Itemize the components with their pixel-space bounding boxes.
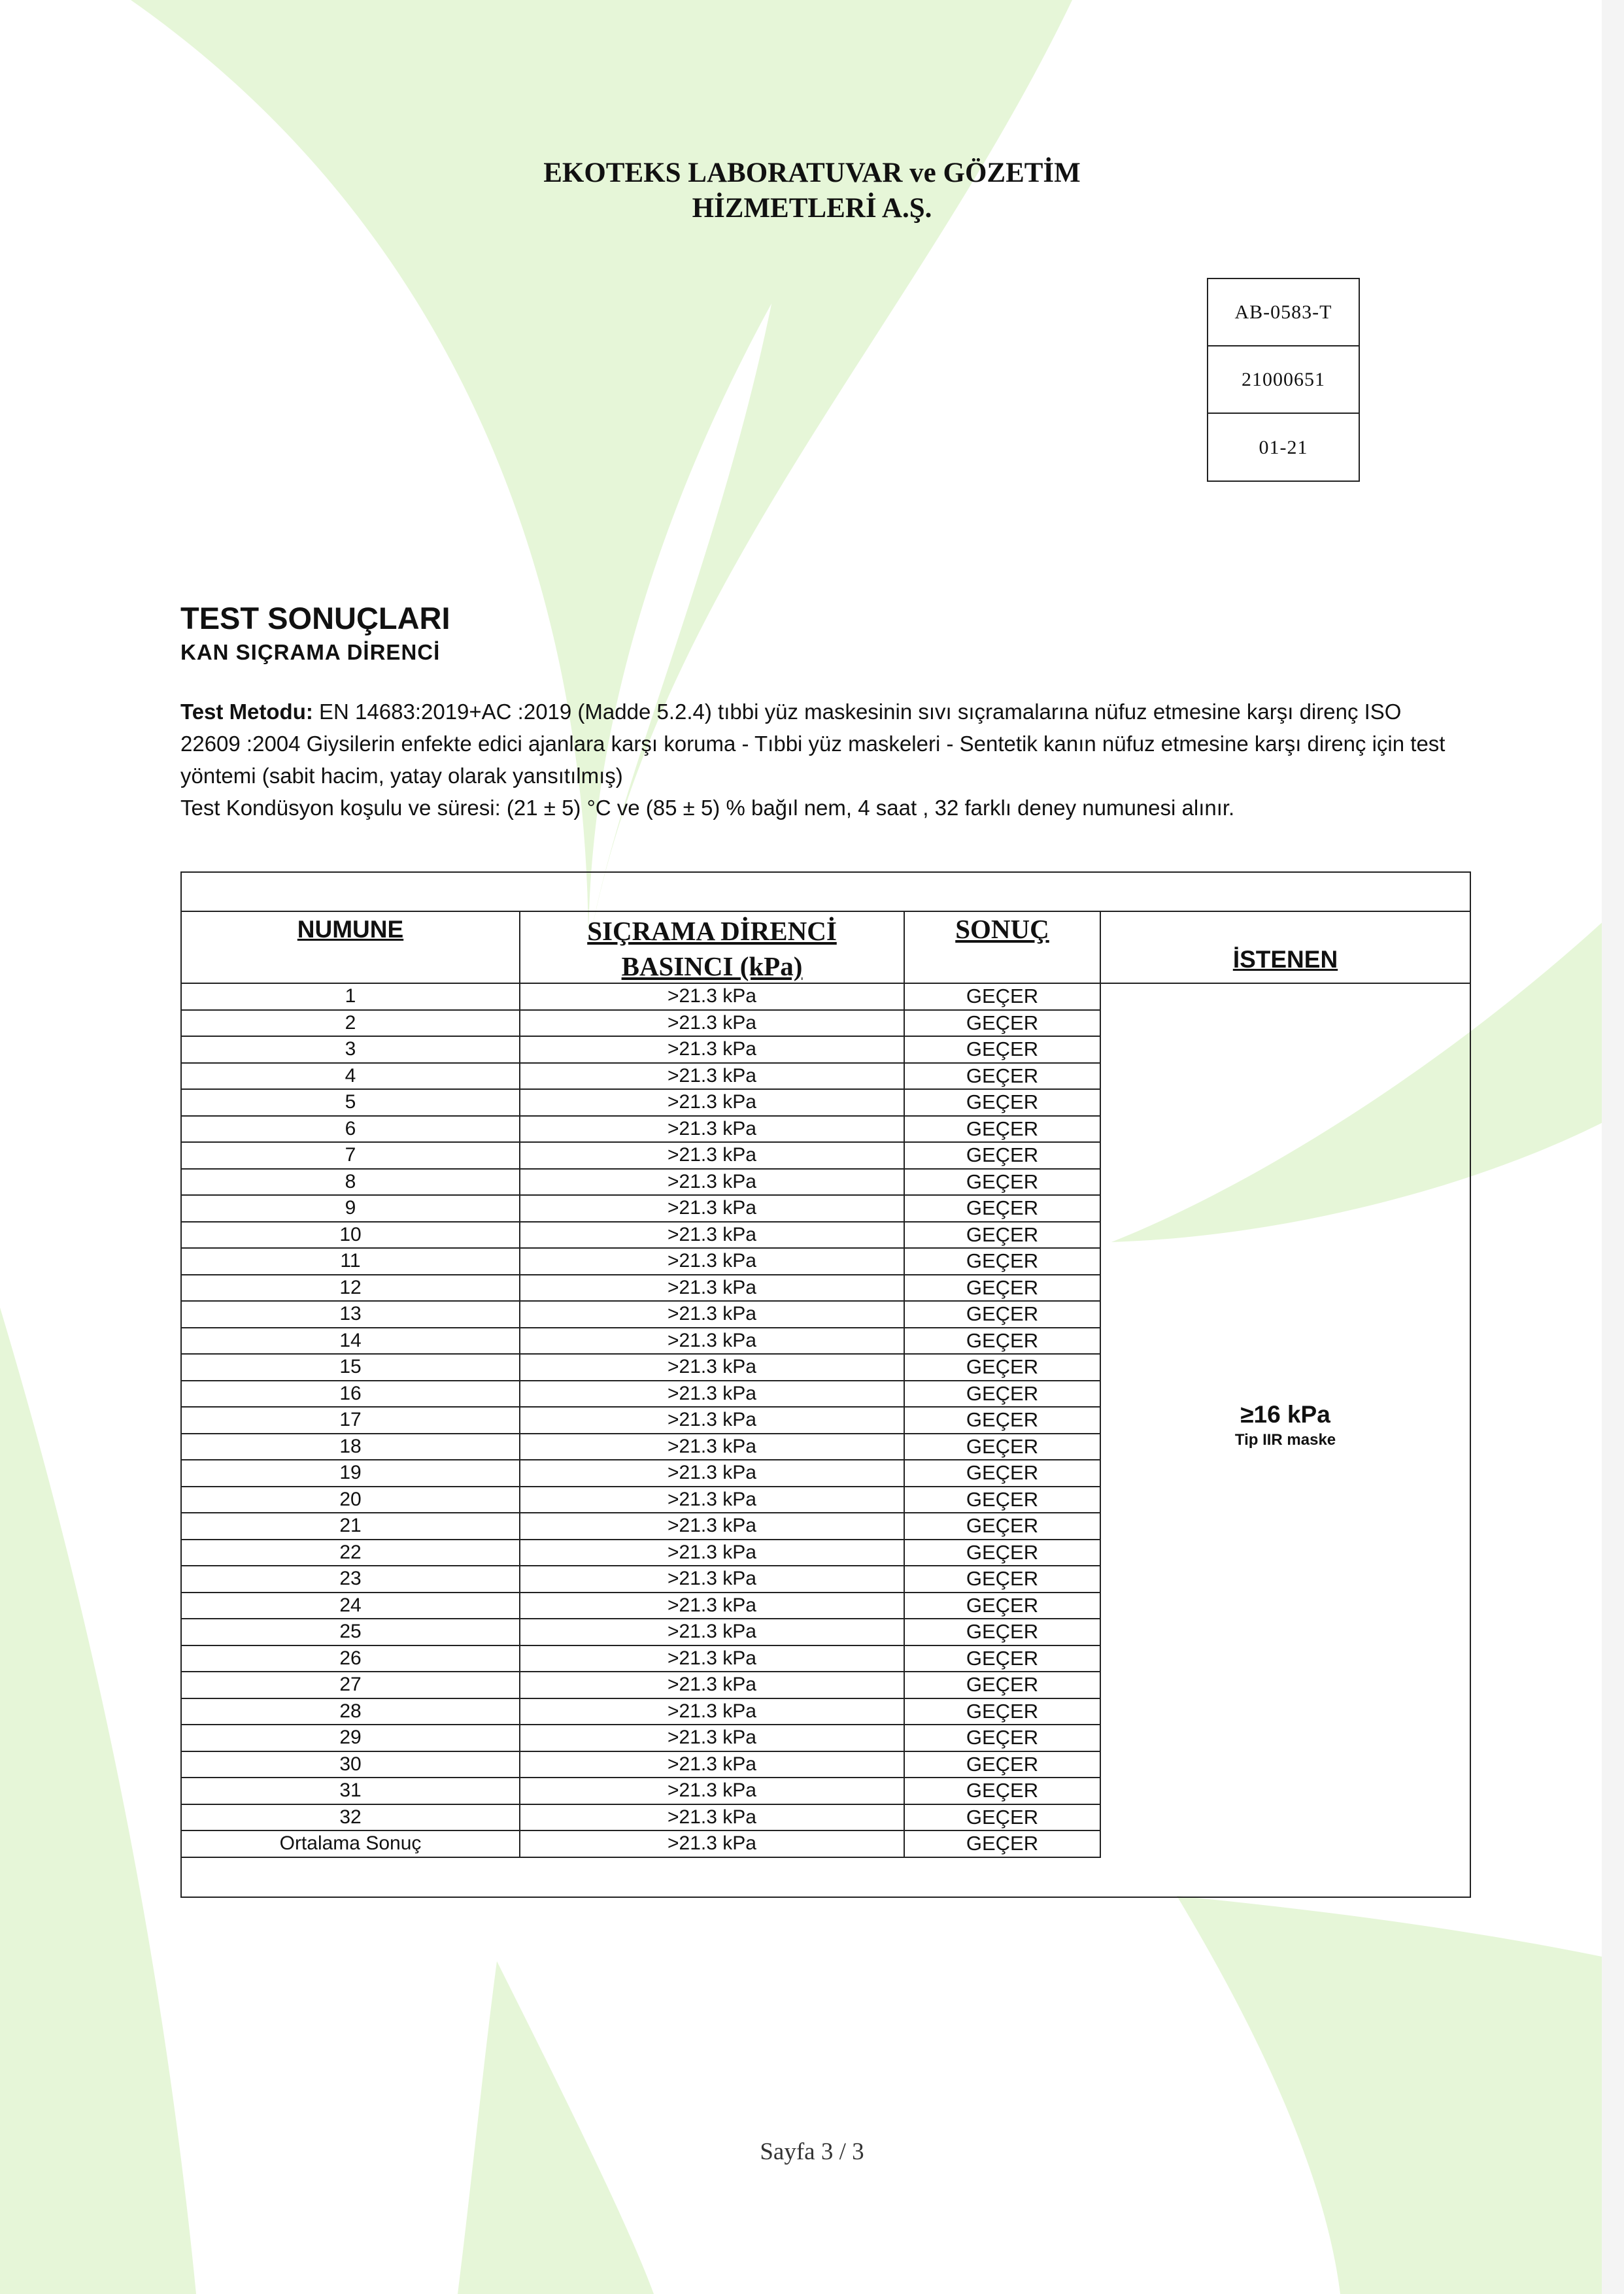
sample-cell: 25 [182, 1619, 520, 1645]
result-cell: GEÇER [905, 1064, 1101, 1089]
pressure-cell: >21.3 kPa [520, 1513, 905, 1539]
pressure-cell: >21.3 kPa [520, 1196, 905, 1221]
sample-cell: 6 [182, 1117, 520, 1142]
section-subtitle: KAN SIÇRAMA DİRENCİ [180, 640, 441, 664]
conditioning-text: Test Kondüsyon koşulu ve süresi: (21 ± 5) °C ve (85 ± 5) % bağıl nem, 4 saat , 32 farklı deney numunesi alınır. [180, 796, 1235, 820]
requirement-cell [1101, 984, 1470, 1857]
table-row [182, 1752, 1101, 1779]
pressure-cell: >21.3 kPa [520, 1064, 905, 1089]
sample-cell: 30 [182, 1752, 520, 1778]
reference-box [1207, 278, 1360, 482]
sample-cell: 7 [182, 1143, 520, 1168]
table-row [182, 1143, 1101, 1170]
result-cell: GEÇER [905, 1143, 1101, 1168]
sample-cell: 11 [182, 1249, 520, 1274]
reference-code: AB-0583-T [1208, 279, 1359, 346]
result-cell: GEÇER [905, 1275, 1101, 1301]
section-title: TEST SONUÇLARI [180, 601, 450, 635]
result-cell: GEÇER [905, 1778, 1101, 1804]
pressure-cell: >21.3 kPa [520, 1752, 905, 1778]
header-pressure [520, 912, 905, 984]
sample-cell: 1 [182, 984, 520, 1009]
company-name-line1: EKOTEKS LABORATUVAR ve GÖZETİM [543, 158, 1081, 188]
header-pressure-line1: SIÇRAMA DİRENCİ [587, 916, 837, 946]
result-cell: GEÇER [905, 1249, 1101, 1274]
requirement-note: Tip IIR maske [1234, 1431, 1336, 1449]
test-method-paragraph [180, 696, 1462, 792]
pressure-cell: >21.3 kPa [520, 1725, 905, 1751]
sample-cell: 23 [182, 1566, 520, 1592]
table-row [182, 1593, 1101, 1620]
pressure-cell: >21.3 kPa [520, 1011, 905, 1036]
company-name-line2: HİZMETLERİ A.Ş. [692, 193, 932, 224]
results-table [180, 871, 1471, 1898]
header-result: SONUÇ [905, 912, 1101, 984]
sample-cell: 2 [182, 1011, 520, 1036]
table-row [182, 1699, 1101, 1726]
table-row [182, 1011, 1101, 1037]
table-row [182, 1302, 1101, 1328]
pressure-cell: >21.3 kPa [520, 1540, 905, 1566]
scan-right-border [1602, 0, 1624, 2294]
result-cell: GEÇER [905, 1540, 1101, 1566]
result-cell: GEÇER [905, 1328, 1101, 1354]
table-row [182, 1196, 1101, 1223]
test-method-text: EN 14683:2019+AC :2019 (Madde 5.2.4) tıbbi yüz maskesinin sıvı sıçramalarına nüfuz etmesine karşı direnç ISO 22609 :2004 Giysilerin enfekte edici ajanlara karşı koruma - Tıbbi yüz maskeleri - Sentetik kanın nüfuz etmesine karşı direnç için test yöntemi (sabit hacim, yatay olarak yansıtılmış) [180, 700, 1446, 788]
pressure-cell: >21.3 kPa [520, 1249, 905, 1274]
result-cell: GEÇER [905, 1408, 1101, 1433]
table-row [182, 1064, 1101, 1090]
pressure-cell: >21.3 kPa [520, 984, 905, 1009]
pressure-cell: >21.3 kPa [520, 1434, 905, 1460]
pressure-cell: >21.3 kPa [520, 1090, 905, 1115]
table-row [182, 1725, 1101, 1752]
table-row [182, 1355, 1101, 1381]
result-cell: GEÇER [905, 1011, 1101, 1036]
table-row [182, 1408, 1101, 1434]
sample-cell: 28 [182, 1699, 520, 1725]
sample-cell: 8 [182, 1170, 520, 1195]
result-cell: GEÇER [905, 1487, 1101, 1513]
pressure-cell: >21.3 kPa [520, 1037, 905, 1062]
table-row [182, 1831, 1101, 1858]
pressure-cell: >21.3 kPa [520, 1355, 905, 1380]
result-cell: GEÇER [905, 1223, 1101, 1248]
table-row [182, 1117, 1101, 1143]
sample-cell: 3 [182, 1037, 520, 1062]
table-row [182, 1328, 1101, 1355]
result-cell: GEÇER [905, 1302, 1101, 1327]
pressure-cell: >21.3 kPa [520, 1619, 905, 1645]
table-row [182, 1275, 1101, 1302]
table-row [182, 1778, 1101, 1805]
table-row [182, 1223, 1101, 1249]
table-row [182, 1540, 1101, 1567]
pressure-cell: >21.3 kPa [520, 1381, 905, 1407]
sample-cell: 16 [182, 1381, 520, 1407]
table-row [182, 1090, 1101, 1117]
sample-cell: 19 [182, 1460, 520, 1486]
pressure-cell: >21.3 kPa [520, 1778, 905, 1804]
sample-cell: 24 [182, 1593, 520, 1619]
table-row [182, 1805, 1101, 1832]
pressure-cell: >21.3 kPa [520, 1408, 905, 1433]
sample-cell: 18 [182, 1434, 520, 1460]
sample-cell: 26 [182, 1646, 520, 1672]
table-row [182, 1646, 1101, 1673]
pressure-cell: >21.3 kPa [520, 1460, 905, 1486]
table-row [182, 1619, 1101, 1646]
result-cell: GEÇER [905, 1752, 1101, 1778]
sample-cell: 21 [182, 1513, 520, 1539]
pressure-cell: >21.3 kPa [520, 1805, 905, 1830]
sample-cell: 9 [182, 1196, 520, 1221]
pressure-cell: >21.3 kPa [520, 1117, 905, 1142]
pressure-cell: >21.3 kPa [520, 1831, 905, 1857]
result-cell: GEÇER [905, 1619, 1101, 1645]
sample-cell: 15 [182, 1355, 520, 1380]
page-number: Sayfa 3 / 3 [760, 2138, 864, 2165]
sample-cell: 10 [182, 1223, 520, 1248]
sample-cell: 13 [182, 1302, 520, 1327]
result-cell: GEÇER [905, 1355, 1101, 1380]
pressure-cell: >21.3 kPa [520, 1593, 905, 1619]
result-cell: GEÇER [905, 1699, 1101, 1725]
result-cell: GEÇER [905, 1672, 1101, 1698]
table-row [182, 1672, 1101, 1699]
table-row [182, 1460, 1101, 1487]
header-sample: NUMUNE [182, 912, 520, 984]
table-header [182, 911, 1470, 984]
pressure-cell: >21.3 kPa [520, 1143, 905, 1168]
sample-cell: 5 [182, 1090, 520, 1115]
table-row [182, 1037, 1101, 1064]
result-cell: GEÇER [905, 1434, 1101, 1460]
pressure-cell: >21.3 kPa [520, 1699, 905, 1725]
table-row [182, 1381, 1101, 1408]
watermark-leaf-bottom-mid [458, 1961, 654, 2294]
result-cell: GEÇER [905, 1725, 1101, 1751]
result-cell: GEÇER [905, 1460, 1101, 1486]
table-row [182, 1170, 1101, 1196]
pressure-cell: >21.3 kPa [520, 1646, 905, 1672]
pressure-cell: >21.3 kPa [520, 1223, 905, 1248]
result-cell: GEÇER [905, 1593, 1101, 1619]
sample-cell: Ortalama Sonuç [182, 1831, 520, 1857]
sample-cell: 22 [182, 1540, 520, 1566]
test-method-label: Test Metodu: [180, 700, 313, 724]
report-number: 21000651 [1208, 346, 1359, 414]
sample-cell: 32 [182, 1805, 520, 1830]
table-row [182, 1434, 1101, 1461]
sample-cell: 27 [182, 1672, 520, 1698]
pressure-cell: >21.3 kPa [520, 1566, 905, 1592]
result-cell: GEÇER [905, 984, 1101, 1009]
result-cell: GEÇER [905, 1090, 1101, 1115]
requirement-value: ≥16 kPa [1240, 1401, 1330, 1428]
sample-cell: 12 [182, 1275, 520, 1301]
result-cell: GEÇER [905, 1037, 1101, 1062]
result-cell: GEÇER [905, 1117, 1101, 1142]
table-row [182, 1249, 1101, 1275]
table-row [182, 1566, 1101, 1593]
sample-cell: 31 [182, 1778, 520, 1804]
table-row [182, 984, 1101, 1011]
sample-cell: 4 [182, 1064, 520, 1089]
result-cell: GEÇER [905, 1381, 1101, 1407]
pressure-cell: >21.3 kPa [520, 1170, 905, 1195]
table-row [182, 1513, 1101, 1540]
result-cell: GEÇER [905, 1170, 1101, 1195]
pressure-cell: >21.3 kPa [520, 1275, 905, 1301]
pressure-cell: >21.3 kPa [520, 1302, 905, 1327]
pressure-cell: >21.3 kPa [520, 1672, 905, 1698]
sample-cell: 29 [182, 1725, 520, 1751]
header-required: İSTENEN [1232, 946, 1338, 973]
result-cell: GEÇER [905, 1566, 1101, 1592]
sample-cell: 17 [182, 1408, 520, 1433]
test-method-block [180, 696, 1462, 824]
sample-cell: 20 [182, 1487, 520, 1513]
result-cell: GEÇER [905, 1196, 1101, 1221]
revision-number: 01-21 [1259, 436, 1308, 458]
watermark-leaf-bottom-right [1177, 1896, 1624, 2294]
pressure-cell: >21.3 kPa [520, 1487, 905, 1513]
company-name [0, 156, 1624, 226]
result-cell: GEÇER [905, 1646, 1101, 1672]
table-row [182, 1487, 1101, 1514]
header-pressure-line2: BASINCI (kPa) [621, 951, 803, 981]
result-cell: GEÇER [905, 1831, 1101, 1857]
sample-cell: 14 [182, 1328, 520, 1354]
result-cell: GEÇER [905, 1805, 1101, 1830]
pressure-cell: >21.3 kPa [520, 1328, 905, 1354]
result-cell: GEÇER [905, 1513, 1101, 1539]
